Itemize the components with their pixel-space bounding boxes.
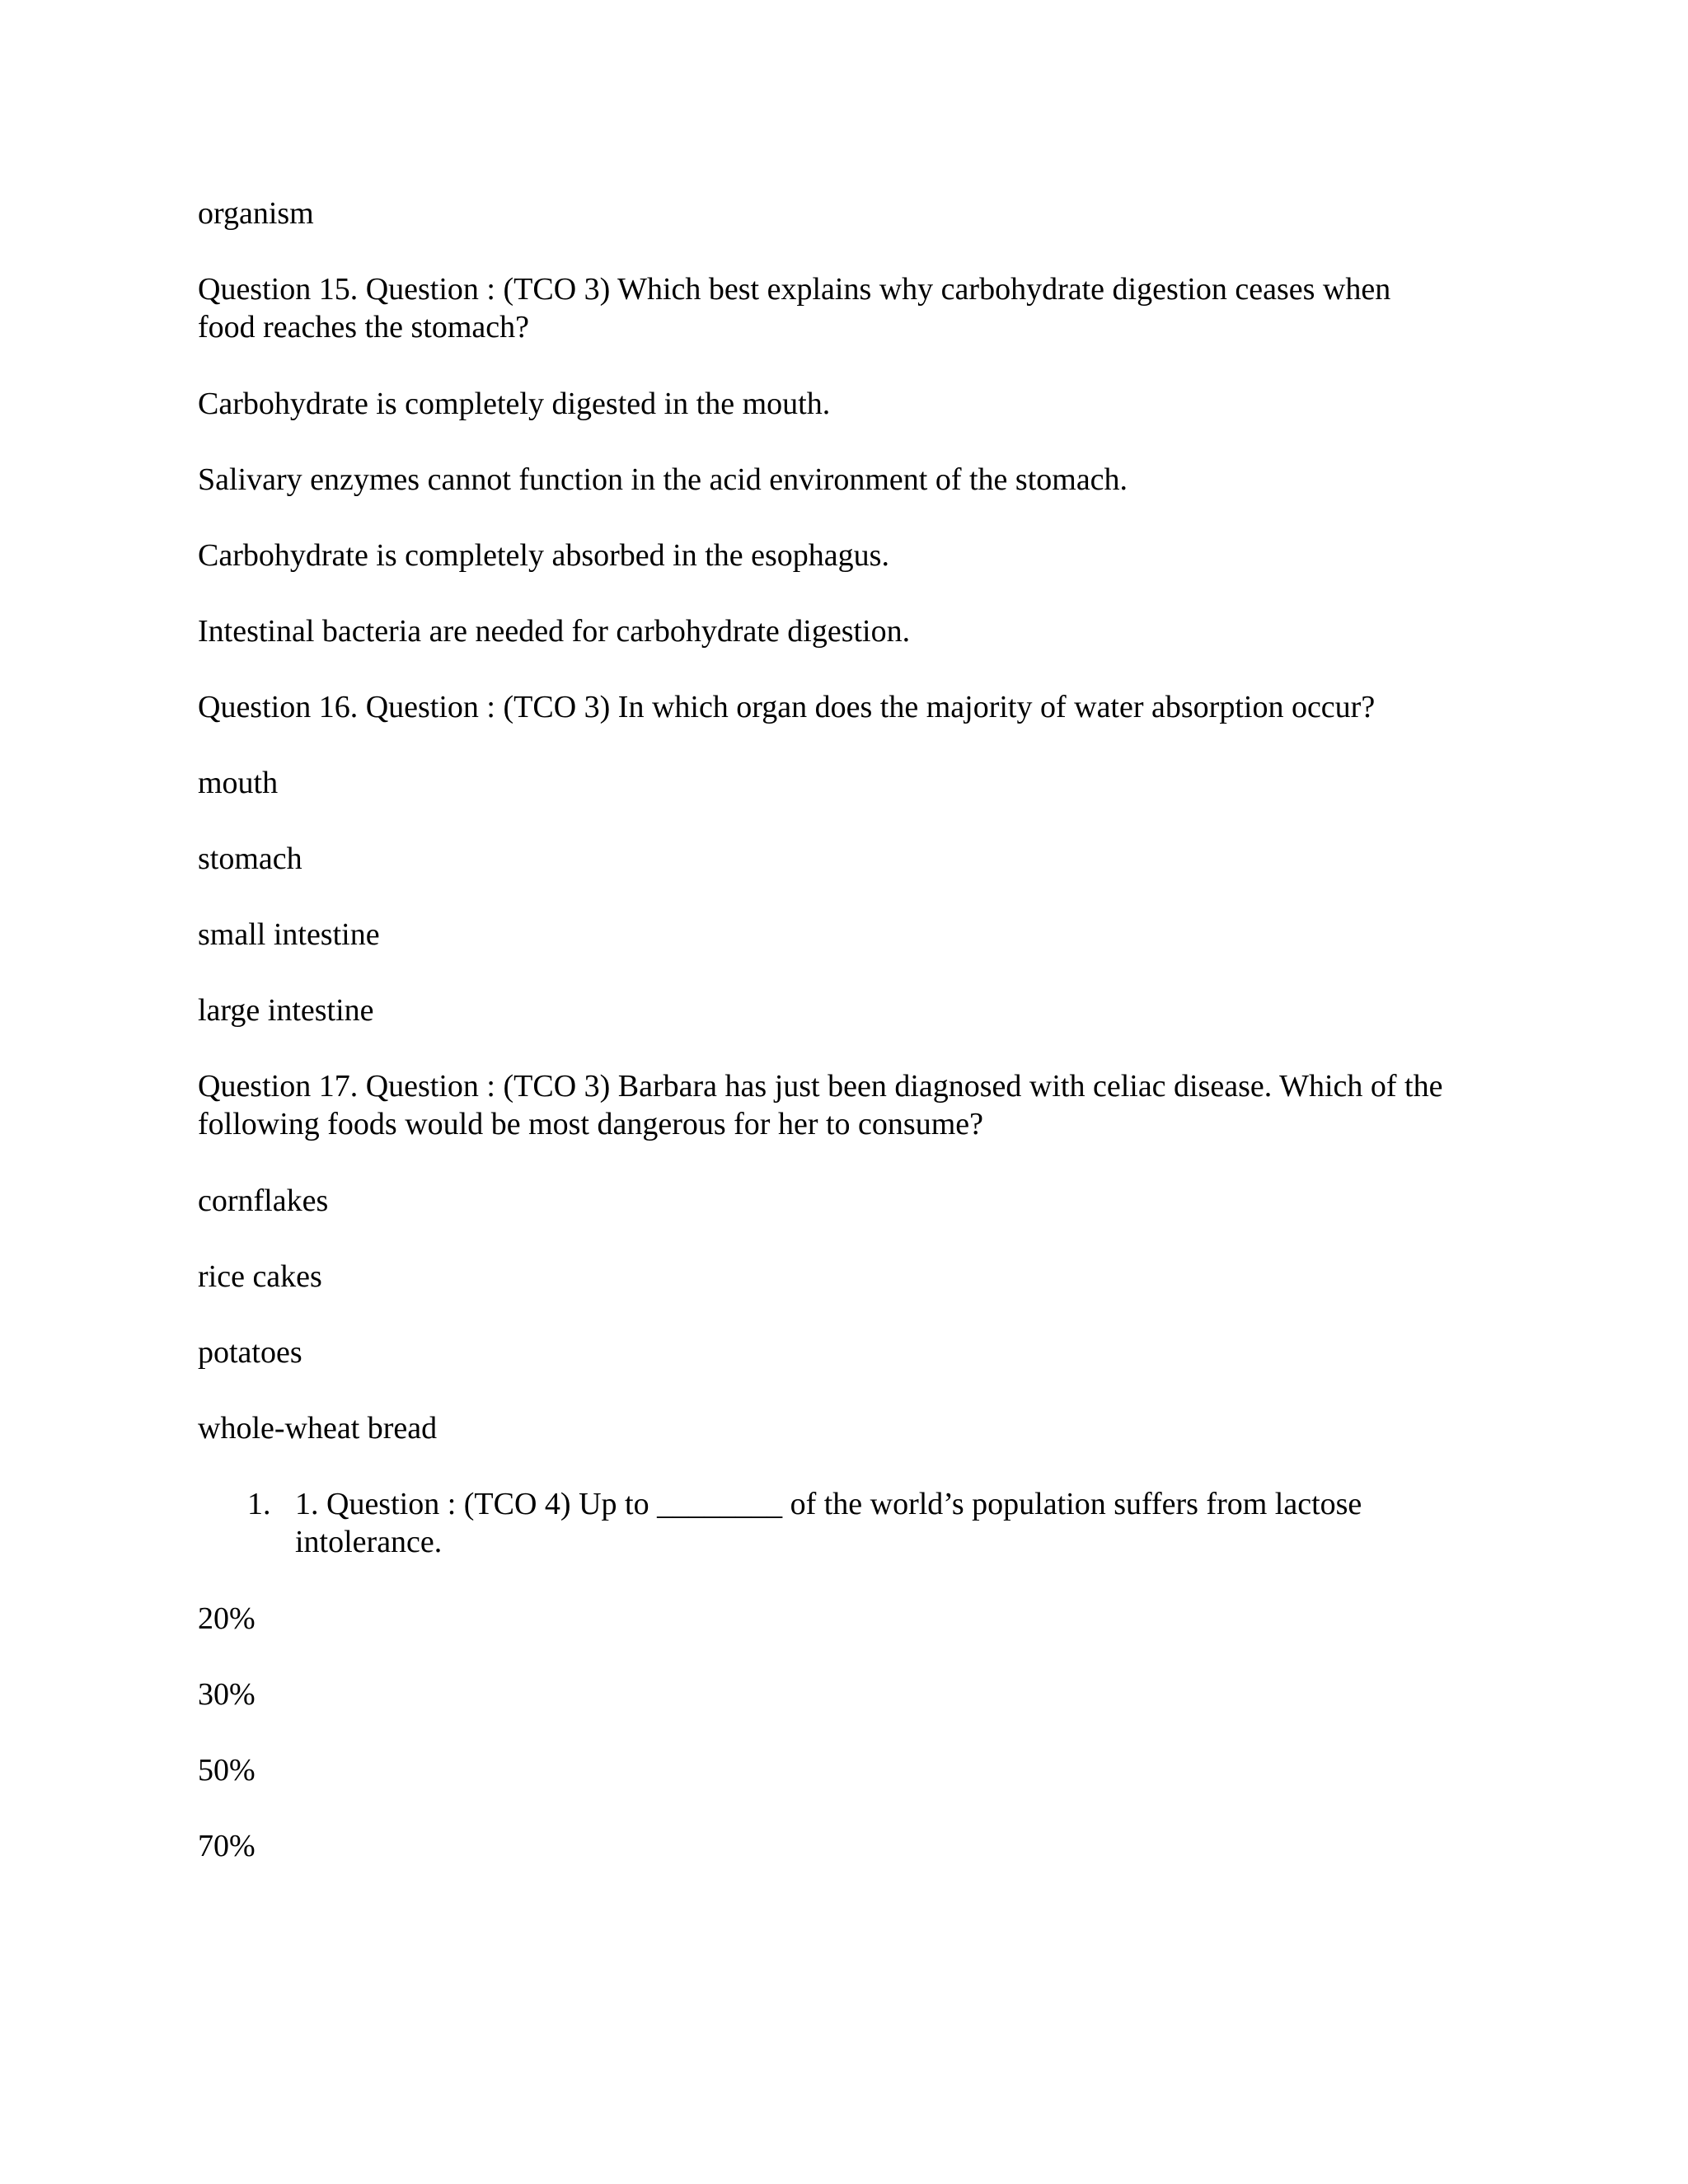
q15-option-2: Salivary enzymes cannot function in the acid environment of the stomach. [198,462,1128,497]
question-1: 1. Question : (TCO 4) Up to ________ of the world’s population suffers from lactose intolerance. [295,1487,1362,1559]
q1-option-2: 30% [198,1677,256,1712]
q15-option-4: Intestinal bacteria are needed for carbohydrate digestion. [198,614,911,649]
question-16: Question 16. Question : (TCO 3) In which organ does the majority of water absorption occur? [198,690,1376,724]
q16-option-3: small intestine [198,917,380,952]
q17-option-1: cornflakes [198,1183,329,1218]
q16-option-2: stomach [198,841,302,876]
q17-option-3: potatoes [198,1335,302,1370]
q15-option-3: Carbohydrate is completely absorbed in the esophagus. [198,538,889,573]
q1-option-3: 50% [198,1753,256,1788]
q15-option-1: Carbohydrate is completely digested in the mouth. [198,387,831,421]
list-number: 1. [247,1487,271,1521]
question-15: Question 15. Question : (TCO 3) Which best explains why carbohydrate digestion ceases when food reaches the stomach? [198,272,1391,344]
q1-option-4: 70% [198,1829,256,1863]
question-17: Question 17. Question : (TCO 3) Barbara has just been diagnosed with celiac disease. Which of the following foods would be most dangerous for her to consume? [198,1069,1443,1141]
q17-option-2: rice cakes [198,1259,322,1294]
q17-option-4: whole-wheat bread [198,1411,438,1446]
lead-text: organism [198,196,314,231]
q1-option-1: 20% [198,1601,256,1636]
q16-option-4: large intestine [198,993,374,1028]
q16-option-1: mouth [198,766,279,800]
